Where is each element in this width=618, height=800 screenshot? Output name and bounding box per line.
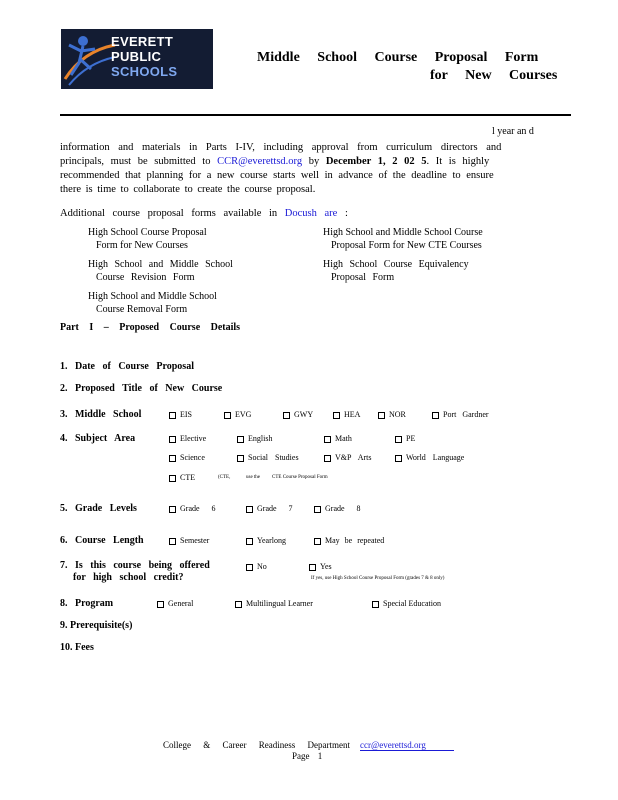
subject-option-english[interactable]	[237, 434, 272, 443]
checkbox-icon	[395, 455, 402, 462]
form-item-line2: Course Revision Form	[96, 272, 195, 283]
option-label: Math	[335, 434, 352, 443]
intro-line2-b: by	[308, 156, 320, 167]
option-label: CTE	[180, 473, 196, 482]
checkbox-icon	[395, 436, 402, 443]
footer-email-link[interactable]: ccr@everettsd.org	[360, 740, 454, 751]
checkbox-icon	[283, 412, 290, 419]
option-label: Special Education	[383, 599, 441, 608]
form-item-line2: Course Removal Form	[96, 304, 188, 315]
form-item-line2: Proposal Form for New CTE Courses	[331, 240, 482, 251]
page-number: Page 1	[292, 751, 323, 761]
subject-option-world-language[interactable]	[395, 453, 464, 462]
checkbox-icon	[309, 564, 316, 571]
length-option-repeat[interactable]	[314, 536, 384, 545]
form-title-line2: for New Courses	[430, 68, 558, 83]
program-option-special-ed[interactable]	[372, 599, 441, 608]
q9-label: 9. Prerequisite(s)	[60, 620, 133, 631]
checkbox-icon	[314, 506, 321, 513]
intro-line2-c: . It is highly	[426, 156, 490, 167]
checkbox-icon	[169, 538, 176, 545]
option-label: PE	[406, 434, 416, 443]
intro-line0: l year an d	[492, 126, 534, 137]
subject-option-elective[interactable]	[169, 434, 206, 443]
hs-credit-note: If yes, use High School Course Proposal Form (grades 7 & 8 only)	[311, 576, 445, 581]
grade-option-8[interactable]	[314, 504, 361, 513]
intro-line2	[60, 155, 548, 169]
option-label: Grade 6	[180, 504, 216, 513]
cte-proposal-form-link[interactable]: CTE Course Proposal Form	[272, 475, 328, 480]
checkbox-icon	[235, 601, 242, 608]
checkbox-icon	[169, 475, 176, 482]
checkbox-icon	[333, 412, 340, 419]
option-label: May be repeated	[325, 536, 385, 545]
option-label: World Language	[406, 453, 465, 462]
additional-forms-line	[60, 208, 348, 219]
ccr-email-link[interactable]: CCR@everettsd.org	[217, 156, 303, 167]
checkbox-icon	[169, 412, 176, 419]
option-label: GWY	[294, 410, 314, 419]
program-option-multilingual[interactable]	[235, 599, 313, 608]
cte-note-2: use the	[246, 475, 261, 480]
q1-label: 1. Date of Course Proposal	[60, 361, 194, 372]
intro-line4: there is time to collaborate to create the course proposal.	[60, 184, 316, 195]
student-figure-icon	[61, 29, 117, 89]
form-link-course-equivalency[interactable]	[313, 258, 469, 284]
checkbox-icon	[324, 436, 331, 443]
form-item-line1: High School and Middle School	[88, 291, 217, 302]
q2-label: 2. Proposed Title of New Course	[60, 383, 223, 394]
checkbox-icon	[246, 538, 253, 545]
length-option-yearlong[interactable]	[246, 536, 286, 545]
school-option-port-gardner[interactable]	[432, 410, 489, 419]
form-item-line1: High School Course Equivalency	[323, 259, 469, 270]
option-label: Yearlong	[257, 536, 286, 545]
option-label: V&P Arts	[335, 453, 372, 462]
intro-line3: recommended that planning for a new course starts well in advance of the deadline to ensure	[60, 170, 494, 181]
checkbox-icon	[237, 436, 244, 443]
checkbox-icon	[432, 412, 439, 419]
form-item-line1: High School and Middle School Course	[323, 227, 483, 238]
checkbox-icon	[246, 564, 253, 571]
option-label: No	[257, 562, 267, 571]
form-link-course-removal[interactable]	[78, 290, 217, 316]
additional-forms-text: Additional course proposal forms available in	[60, 208, 278, 219]
option-label: NOR	[389, 410, 406, 419]
school-option-evg[interactable]	[224, 410, 251, 419]
q7-label-line1: 7. Is this course being offered	[60, 560, 210, 571]
cte-note-1: (CTE,	[218, 475, 231, 480]
hs-credit-option-no[interactable]	[246, 562, 267, 571]
form-link-hs-course-proposal[interactable]	[78, 226, 207, 252]
district-logo	[61, 29, 213, 89]
option-label: Semester	[180, 536, 210, 545]
form-item-line1: High School Course Proposal	[88, 227, 207, 238]
intro-line1: information and materials in Parts I-IV, including approval from curriculum directors and	[60, 142, 502, 153]
option-label: Science	[180, 453, 205, 462]
option-label: Multilingual Learner	[246, 599, 313, 608]
hs-credit-option-yes[interactable]	[309, 562, 332, 571]
form-link-cte-course-proposal[interactable]	[313, 226, 483, 252]
checkbox-icon	[378, 412, 385, 419]
additional-colon: :	[344, 208, 348, 219]
form-item-line2: Proposal Form	[331, 272, 395, 283]
part1-heading: Part I – Proposed Course Details	[60, 322, 241, 333]
form-item-line1: High School and Middle School	[88, 259, 233, 270]
checkbox-icon	[372, 601, 379, 608]
school-option-nor[interactable]	[378, 410, 406, 419]
option-label: Elective	[180, 434, 207, 443]
header-divider	[60, 114, 571, 116]
option-label: General	[168, 599, 194, 608]
program-option-general[interactable]	[157, 599, 193, 608]
option-label: Grade 8	[325, 504, 361, 513]
logo-word-1: EVERETT	[111, 34, 174, 49]
q3-label: 3. Middle School	[60, 409, 142, 420]
option-label: HEA	[344, 410, 361, 419]
subject-option-math[interactable]	[324, 434, 352, 443]
logo-word-2: PUBLIC	[111, 49, 162, 64]
option-label: Grade 7	[257, 504, 293, 513]
school-option-gwy[interactable]	[283, 410, 313, 419]
deadline-date: December 1, 2 02 5	[325, 156, 427, 167]
checkbox-icon	[157, 601, 164, 608]
form-item-line2: Form for New Courses	[96, 240, 188, 251]
grade-option-6[interactable]	[169, 504, 216, 513]
option-label: EIS	[180, 410, 192, 419]
option-label: EVG	[235, 410, 252, 419]
option-label: Yes	[320, 562, 332, 571]
intro-paragraph	[60, 141, 548, 197]
intro-line2-a: principals, must be submitted to	[60, 156, 211, 167]
subject-option-vp-arts[interactable]	[324, 453, 372, 462]
subject-option-pe[interactable]	[395, 434, 415, 443]
length-option-semester[interactable]	[169, 536, 209, 545]
form-link-course-revision[interactable]	[78, 258, 233, 284]
school-option-eis[interactable]	[169, 410, 192, 419]
q4-label: 4. Subject Area	[60, 433, 136, 444]
logo-word-3: SCHOOLS	[111, 64, 178, 79]
checkbox-icon	[169, 455, 176, 462]
checkbox-icon	[224, 412, 231, 419]
q6-label: 6. Course Length	[60, 535, 144, 546]
checkbox-icon	[169, 506, 176, 513]
checkbox-icon	[169, 436, 176, 443]
docush-link[interactable]: Docush are	[284, 208, 338, 219]
checkbox-icon	[324, 455, 331, 462]
checkbox-icon	[237, 455, 244, 462]
school-option-hea[interactable]	[333, 410, 360, 419]
subject-option-science[interactable]	[169, 453, 205, 462]
option-label: English	[248, 434, 273, 443]
grade-option-7[interactable]	[246, 504, 293, 513]
subject-option-social-studies[interactable]	[237, 453, 299, 462]
option-label: Port Gardner	[443, 410, 489, 419]
checkbox-icon	[246, 506, 253, 513]
q8-label: 8. Program	[60, 598, 114, 609]
q5-label: 5. Grade Levels	[60, 503, 137, 514]
option-label: Social Studies	[248, 453, 299, 462]
checkbox-icon	[314, 538, 321, 545]
q7-label-line2: for high school credit?	[73, 572, 184, 583]
footer-department: College & Career Readiness Department	[163, 740, 350, 750]
form-title-line1: Middle School Course Proposal Form	[257, 50, 539, 65]
subject-option-cte[interactable]	[169, 473, 195, 482]
q10-label: 10. Fees	[60, 642, 94, 653]
